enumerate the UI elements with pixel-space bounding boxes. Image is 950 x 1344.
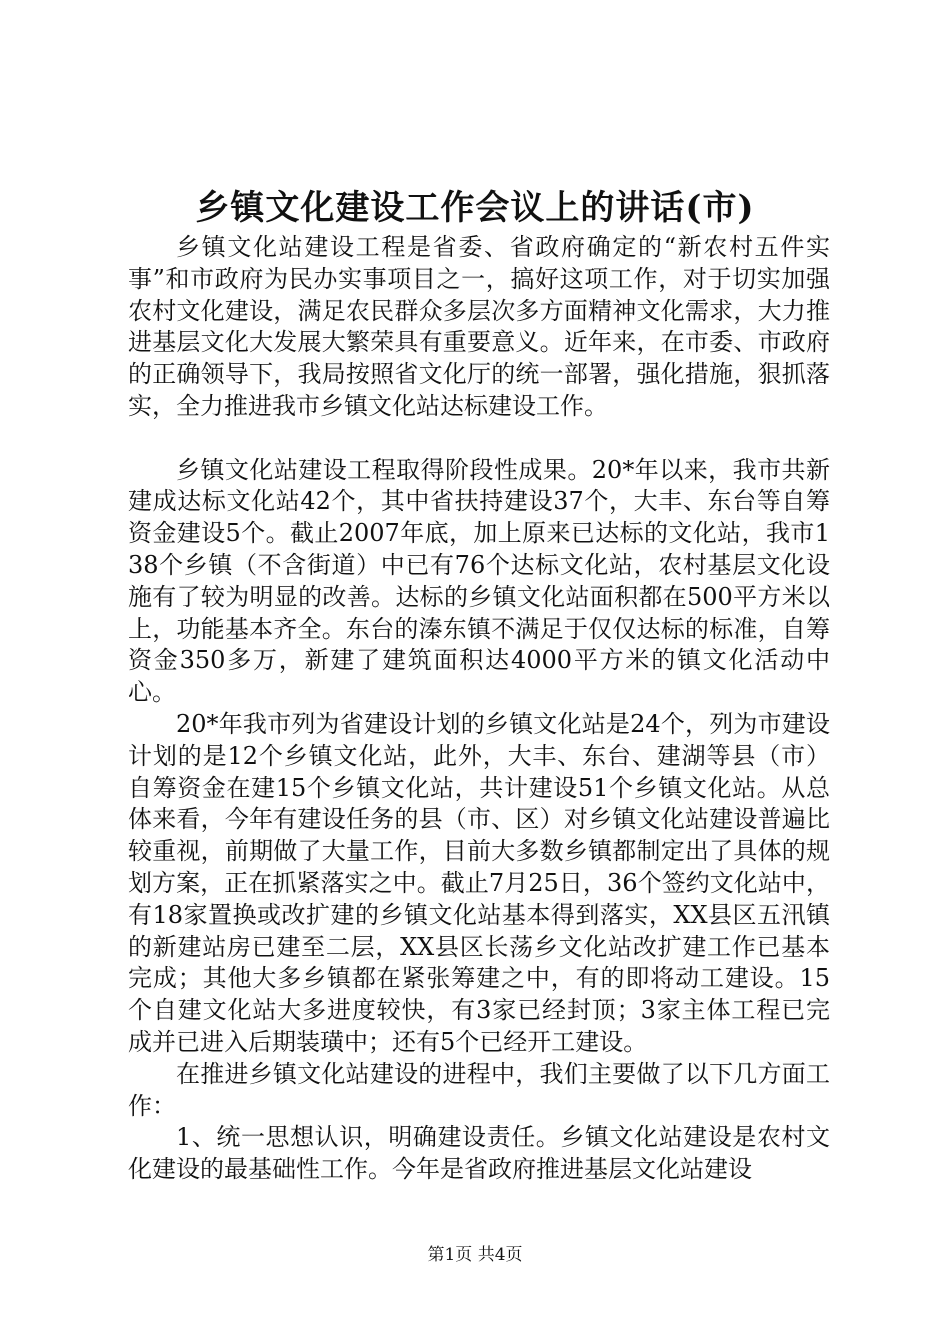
body-paragraph-1: 乡镇文化站建设工程是省委、省政府确定的“新农村五件实事”和市政府为民办实事项目之一，搞好这项工作，对于切实加强农村文化建设，满足农民群众多层次多方面精神文化需求，大力推进基层文化大发展大繁荣具有重要意义。近年来，在市委、市政府的正确领导下，我局按照省文化厅的统一部署，强化措施，狠抓落实，全力推进我市乡镇文化站达标建设工作。 (128, 233, 830, 420)
document-body (128, 232, 830, 1186)
body-paragraph-2: 乡镇文化站建设工程取得阶段性成果。20*年以来，我市共新建成达标文化站42个，其中省扶持建设37个，大丰、东台等自筹资金建设5个。截止2007年底，加上原来已达标的文化站，我市138个乡镇（不含街道）中已有76个达标文化站，农村基层文化设施有了较为明显的改善。达标的乡镇文化站面积都在500平方米以上，功能基本齐全。东台的溱东镇不满足于仅仅达标的标准，自筹资金350多万，新建了建筑面积达4000平方米的镇文化活动中心。 (128, 455, 830, 707)
document-title: 乡镇文化建设工作会议上的讲话(市) (195, 188, 755, 228)
body-paragraph-4: 在推进乡镇文化站建设的进程中，我们主要做了以下几方面工作： (128, 1059, 830, 1120)
body-paragraph-3: 20*年我市列为省建设计划的乡镇文化站是24个，列为市建设计划的是12个乡镇文化站，此外，大丰、东台、建湖等县（市）自筹资金在建15个乡镇文化站，共计建设51个乡镇文化站。从总体来看，今年有建设任务的县（市、区）对乡镇文化站建设普遍比较重视，前期做了大量工作，目前大多数乡镇都制定出了具体的规划方案，正在抓紧落实之中。截止7月25日，36个签约文化站中，有18家置换或改扩建的乡镇文化站基本得到落实，XX县区五汛镇的新建站房已建至二层，XX县区长荡乡文化站改扩建工作已基本完成；其他大多乡镇都在紧张筹建之中，有的即将动工建设。15个自建文化站大多进度较快，有3家已经封顶；3家主体工程已完成并已进入后期装璜中；还有5个已经开工建设。 (128, 709, 830, 1056)
body-paragraph-5: 1、统一思想认识，明确建设责任。乡镇文化站建设是农村文化建设的最基础性工作。今年是省政府推进基层文化站建设 (128, 1123, 830, 1184)
page-footer: 第1页 共4页 (427, 1245, 523, 1265)
